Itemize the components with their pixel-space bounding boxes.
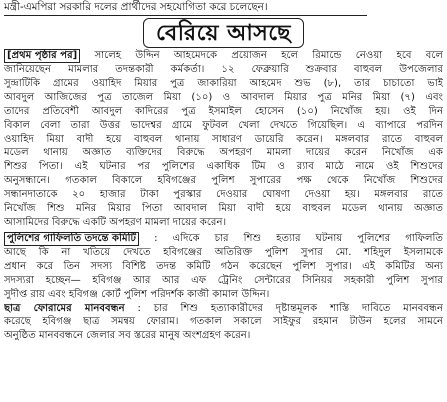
article-body bbox=[4, 49, 443, 343]
body-line-text: : এদিকে চার শিশু হত্যার ঘটনায় পুলিশের গাফিলতি bbox=[154, 232, 443, 244]
body-line: অনুসন্ধানে। গতকাল বিকালে হবিগঞ্জের পুলিশ সুপারের পক্ষ থেকে নিখোঁজ শিশুদের bbox=[4, 175, 443, 187]
body-line bbox=[4, 49, 443, 63]
body-line: সন্ধানদাতাকে ২০ হাজার টাকা পুরস্কার দেওয়ার ঘোষণা দেওয়া হয়। মঙ্গলবার রাতে bbox=[4, 189, 443, 201]
body-line: প্রধান করে তিন সদস্য বিশিষ্ট তদন্ত কমিটি গঠন করেছেন পুলিশ সুপার। এই কমিটির অন্য bbox=[4, 260, 443, 272]
body-line: আছে কি না খতিয়ে দেখতে হবিগঞ্জের অতিরিক্ত পুলিশ সুপার মো. শহিদুল ইসলামকে bbox=[4, 246, 443, 258]
body-line: মডেল থানায় অজ্ঞাত ব্যক্তিদের বিরুদ্ধে অপহরণ মামলা দায়ের করেন নিখোঁজ এক bbox=[4, 147, 443, 159]
continuation-tag-text: প্রথম পৃষ্ঠার পর bbox=[11, 50, 73, 61]
previous-article-last-line: মন্ত্রী-এমপিরা সরকারি দলের প্রার্থীদের সহযোগিতা করে চলেছেন। bbox=[4, 0, 367, 16]
body-line: অনুষ্ঠিত মানববন্ধনে জেলার সব স্তরের মানুষ অংশগ্রহণ করেন। bbox=[4, 330, 251, 342]
body-line: সুন্দ্রাটিকি গ্রামের ওয়াহিদ মিয়ার পুত্র জাকারিয়া আহমেদ শুভ (৮), তার চাচাতো ভাই bbox=[4, 77, 443, 89]
headline: বেরিয়ে আসছে bbox=[143, 18, 304, 48]
body-line-text: সালেহ উদ্দিন আহমেদকে প্রয়োজন হলে রিমান্ডে নেওয়া হবে বলে bbox=[94, 50, 443, 61]
body-line: আবদুল আজিজের পুত্র তাজেল মিয়া (১০) ও আবদাল মিয়ার পুত্র মনির মিয়া (৭) এবং bbox=[4, 91, 443, 103]
body-line: করেছে হবিগঞ্জ ছাত্র সমন্বয় ফোরাম। গতকাল সকালে সাইফুর রহমান টাউন হলের সামনে bbox=[4, 316, 443, 328]
continuation-tag: [প্রথম পৃষ্ঠার পর] bbox=[4, 49, 80, 63]
body-line: বিকাল বেলা তারা উত্তর ভাদেশ্বর গ্রামে ফুটবল খেলা দেখতে গিয়েছিল। এ ব্যাপারে পরদিন bbox=[4, 119, 443, 131]
body-line: আসামিদের বিরুদ্ধে একটি অপহরণ মামলা দায়ের করেন। bbox=[4, 216, 227, 228]
body-line: জানিয়েছেন মামলার তদন্তকারী কর্মকর্তা। ১২ ফেব্রুয়ারি শুক্রবার বাহুবল উপজেলার bbox=[4, 64, 443, 75]
body-line bbox=[4, 302, 443, 316]
body-line: শিশুর পিতা। এই ঘটনার পর পুলিশের একাধিক টিম ও র‌্যাব মাঠে নামে ওই শিশুদের bbox=[4, 161, 443, 173]
body-line: তাদের প্রতিবেশী আবদুল কাদিরের পুত্র ইসমাইল হোসেন (১০) নিখোঁজ হয়। ওই দিন bbox=[4, 105, 443, 117]
headline-container bbox=[4, 18, 443, 48]
subheading: ছাত্র ফোরামের মানববন্ধন bbox=[4, 302, 125, 314]
body-line: সুদীপ্ত রায় এবং হবিগঞ্জ কোর্ট পুলিশ পরিদর্শক কাজী কামাল উদ্দিন। bbox=[4, 288, 270, 300]
body-line-text: : চার শিশু হত্যাকারীদের দৃষ্টান্তমূলক শাস্তি দাবিতে মানববন্ধন bbox=[137, 302, 443, 314]
body-line bbox=[4, 232, 443, 246]
body-line: ওয়াহিদ মিয়া বাদী হয়ে বাহুবল থানায় সাধারণ ডায়েরি করেন। মঙ্গলবার রাতে বাহুবল bbox=[4, 133, 443, 145]
body-line: নিখোঁজ শিশু মনির মিয়ার পিতা আবদাল মিয়া বাদী হয়ে বাহুবল মডেল থানায় অজ্ঞাত bbox=[4, 203, 443, 215]
subheading: পুলিশের গাফিলতি তদন্তে কমিটি bbox=[4, 232, 139, 246]
body-line: সদস্যরা হচ্ছেন— হবিগঞ্জ আর আর এফ ট্রেনিং সেন্টারের সিনিয়র সহকারী পুলিশ সুপার bbox=[4, 274, 443, 286]
